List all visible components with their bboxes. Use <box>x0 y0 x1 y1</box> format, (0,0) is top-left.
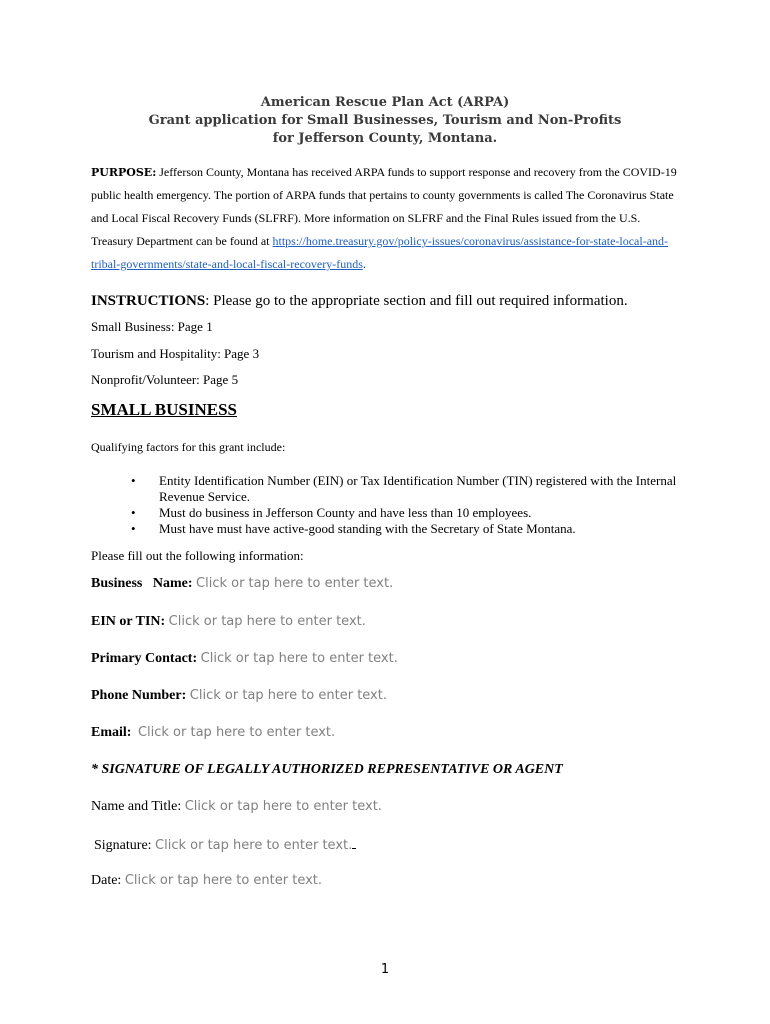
primary-contact-field[interactable]: Click or tap here to enter text. <box>200 651 398 666</box>
list-item: • Must do business in Jefferson County and have less than 10 employees. <box>131 505 691 521</box>
purpose-label: PURPOSE: <box>91 166 157 179</box>
qualifying-intro: Qualifying factors for this grant include: <box>91 440 286 454</box>
ein-label: EIN or TIN: <box>91 614 166 629</box>
date-field[interactable]: Click or tap here to enter text. <box>124 873 323 888</box>
name-title-row <box>91 799 382 815</box>
title-line-2: Grant application for Small Businesses, Tourism and Non-Profits <box>148 113 622 128</box>
small-business-heading: SMALL BUSINESS <box>91 400 237 419</box>
page-ref-small-business: Small Business: Page 1 <box>91 319 213 334</box>
primary-contact-label: Primary Contact: <box>91 651 198 666</box>
treasury-link[interactable]: https://home.treasury.gov/policy-issues/coronavirus/assistance-for-state-local-and-tribal-governments/state-and-local-fiscal-recovery-funds <box>91 234 669 271</box>
purpose-paragraph <box>91 161 681 276</box>
business-name-label: Business Name: <box>91 576 193 591</box>
phone-label: Phone Number: <box>91 688 187 703</box>
instructions-label: INSTRUCTIONS <box>91 293 206 309</box>
phone-field[interactable]: Click or tap here to enter text. <box>189 688 387 703</box>
purpose-text-1: Jefferson County, Montana has received ARPA funds to support response and recovery from the COVID-19 public health emergency. The portion of ARPA funds that pertains to county governments is called The Coronavirus State and Local Fiscal Recovery Funds (SLFRF). More information on SLFRF and the Final Rules issued from the U.S. Treasury Department can be found at <box>91 165 677 248</box>
name-title-field[interactable]: Click or tap here to enter text. <box>184 799 382 814</box>
purpose-text-2: . <box>362 257 366 271</box>
phone-row <box>91 688 387 704</box>
business-name-field[interactable]: Click or tap here to enter text. <box>196 576 394 591</box>
signature-row <box>94 836 356 854</box>
fill-note: Please fill out the following information: <box>91 548 304 563</box>
list-item: • Entity Identification Number (EIN) or Tax Identification Number (TIN) registered with the Internal Revenue Service. <box>131 473 691 505</box>
date-row <box>91 873 322 889</box>
email-row <box>91 725 335 741</box>
email-label: Email: <box>91 725 132 740</box>
page-ref-nonprofit: Nonprofit/Volunteer: Page 5 <box>91 372 239 387</box>
instructions-text: : Please go to the appropriate section and fill out required information. <box>205 293 628 309</box>
name-title-label: Name and Title: <box>91 799 182 814</box>
page-ref-tourism: Tourism and Hospitality: Page 3 <box>91 346 260 361</box>
email-field[interactable]: Click or tap here to enter text. <box>137 725 336 740</box>
business-name-row <box>91 576 393 592</box>
primary-contact-row <box>91 651 398 667</box>
ein-row <box>91 614 366 630</box>
document-title <box>0 94 770 148</box>
title-line-1: American Rescue Plan Act (ARPA) <box>260 95 510 110</box>
page-number: 1 <box>380 962 390 977</box>
list-item: • Must have must have active-good standing with the Secretary of State Montana. <box>131 521 691 537</box>
signature-heading: * SIGNATURE OF LEGALLY AUTHORIZED REPRESENTATIVE OR AGENT <box>91 762 563 777</box>
instructions <box>91 291 628 311</box>
signature-label: Signature: <box>94 838 152 853</box>
qualifying-factors-list <box>131 473 691 537</box>
signature-field[interactable]: Click or tap here to enter text. <box>155 838 353 853</box>
signature-underline <box>352 836 356 849</box>
date-label: Date: <box>91 873 122 888</box>
ein-field[interactable]: Click or tap here to enter text. <box>168 614 366 629</box>
title-line-3: for Jefferson County, Montana. <box>272 131 498 146</box>
